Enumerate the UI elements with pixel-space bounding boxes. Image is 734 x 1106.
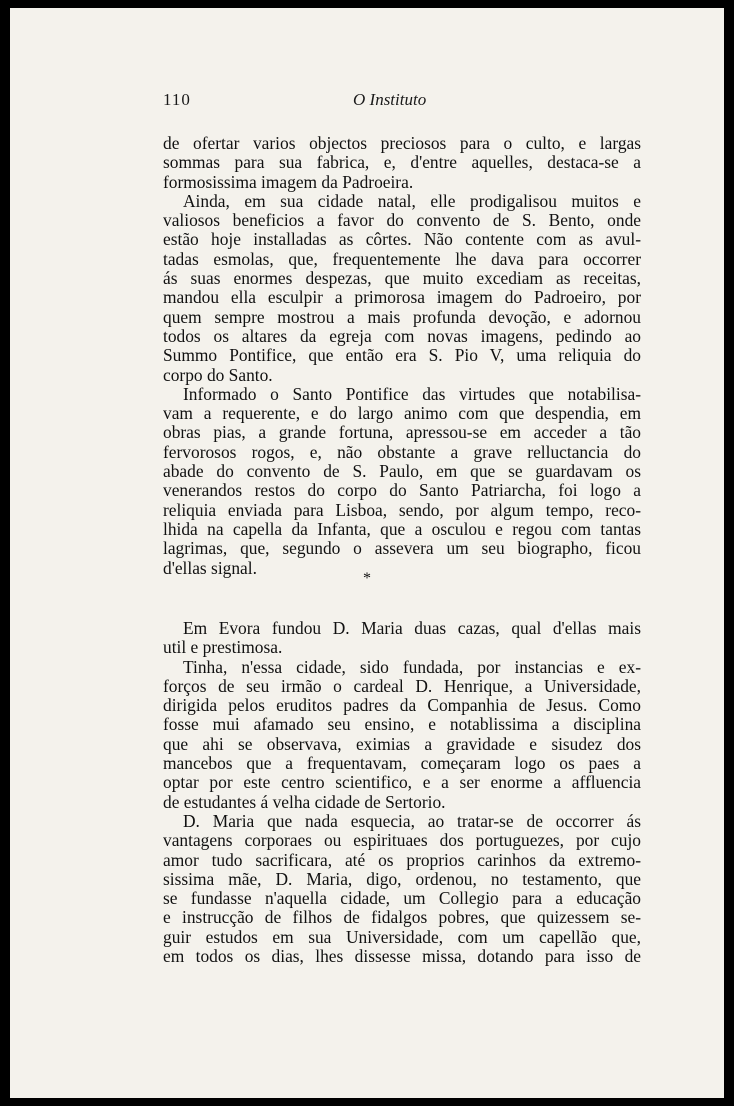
text-line: optar por este centro scientifico, e a ser enorme a affluencia bbox=[163, 773, 641, 793]
text-line: amor tudo sacrificara, até os proprios carinhos da extremo- bbox=[163, 850, 641, 870]
text-line: dirigida pelos eruditos padres da Companhia de Jesus. Como bbox=[163, 696, 641, 716]
text-line: D. Maria que nada esquecia, ao tratar-se de occorrer ás bbox=[183, 811, 641, 831]
text-section-1 bbox=[163, 134, 641, 578]
text-line: que ahi se observava, eximias a gravidade e sisudez dos bbox=[163, 734, 641, 754]
text-line: sommas para sua fabrica, e, d'entre aquelles, destaca-se a bbox=[163, 153, 641, 173]
text-line: de estudantes á velha cidade de Sertorio. bbox=[163, 792, 446, 812]
text-line: todos os altares da egreja com novas imagens, pedindo ao bbox=[163, 326, 641, 346]
text-line: mandou ella esculpir a primorosa imagem do Padroeiro, por bbox=[163, 288, 641, 308]
running-head bbox=[163, 90, 643, 112]
text-line: fosse mui afamado seu ensino, e notablissima a disciplina bbox=[163, 715, 641, 735]
text-line: Informado o Santo Pontifice das virtudes que notabilisa- bbox=[183, 384, 641, 404]
text-line: Em Evora fundou D. Maria duas cazas, qual d'ellas mais bbox=[183, 619, 641, 638]
text-line: venerandos restos do corpo do Santo Patriarcha, foi logo a bbox=[163, 481, 641, 501]
text-line: vantagens corporaes ou espirituaes dos portuguezes, por cujo bbox=[163, 831, 641, 851]
text-line: de ofertar varios objectos preciosos para o culto, e largas bbox=[163, 134, 641, 153]
text-line: vam a requerente, e do largo animo com que despendia, em bbox=[163, 404, 641, 424]
text-line: Tinha, n'essa cidade, sido fundada, por instancias e ex- bbox=[183, 657, 641, 677]
text-line: fervorosos rogos, e, não obstante a grave relluctancia do bbox=[163, 442, 641, 462]
text-line: abade do convento de S. Paulo, em que se guardavam os bbox=[163, 462, 641, 482]
text-line: tadas esmolas, que, frequentemente lhe dava para occorrer bbox=[163, 249, 641, 269]
section-separator-asterisk: * bbox=[363, 570, 371, 587]
book-page bbox=[10, 8, 724, 1098]
page-number: 110 bbox=[163, 90, 191, 109]
text-line: obras pias, a grande fortuna, apressou-se em acceder a tão bbox=[163, 423, 641, 443]
text-line: guir estudos em sua Universidade, com um capellão que, bbox=[163, 927, 641, 947]
text-line: util e prestimosa. bbox=[163, 638, 283, 658]
text-line: sissima mãe, D. Maria, digo, ordenou, no testamento, que bbox=[163, 869, 641, 889]
text-line: Ainda, em sua cidade natal, elle prodigalisou muitos e bbox=[183, 191, 641, 211]
text-line: em todos os dias, lhes dissesse missa, dotando para isso de bbox=[163, 947, 641, 967]
text-line: Summo Pontifice, que então era S. Pio V, uma reliquia do bbox=[163, 346, 641, 366]
text-line: ás suas enormes despezas, que muito excediam as receitas, bbox=[163, 269, 641, 289]
text-line: reliquia enviada para Lisboa, sendo, por algum tempo, reco- bbox=[163, 500, 641, 520]
text-line: lhida na capella da Infanta, que a osculou e regou com tantas bbox=[163, 519, 641, 539]
journal-title: O Instituto bbox=[353, 90, 427, 109]
text-line: quem sempre mostrou a mais profunda devoção, e adornou bbox=[163, 307, 641, 327]
text-line: estão hoje installadas as côrtes. Não contente com as avul- bbox=[163, 230, 641, 250]
text-line: se fundasse n'aquella cidade, um Collegio para a educação bbox=[163, 889, 641, 909]
text-section-2 bbox=[163, 619, 641, 966]
text-line: valiosos beneficios a favor do convento de S. Bento, onde bbox=[163, 211, 641, 231]
text-line: mancebos que a frequentavam, começaram logo os paes a bbox=[163, 754, 641, 774]
text-line: e instrucção de filhos de fidalgos pobres, que quizessem se- bbox=[163, 908, 641, 928]
text-line: forços de seu irmão o cardeal D. Henrique, a Universidade, bbox=[163, 676, 641, 696]
text-line: d'ellas signal. bbox=[163, 558, 257, 578]
text-line: formosissima imagem da Padroeira. bbox=[163, 172, 414, 192]
text-line: corpo do Santo. bbox=[163, 365, 273, 385]
text-line: lagrimas, que, segundo o assevera um seu biographo, ficou bbox=[163, 539, 641, 559]
